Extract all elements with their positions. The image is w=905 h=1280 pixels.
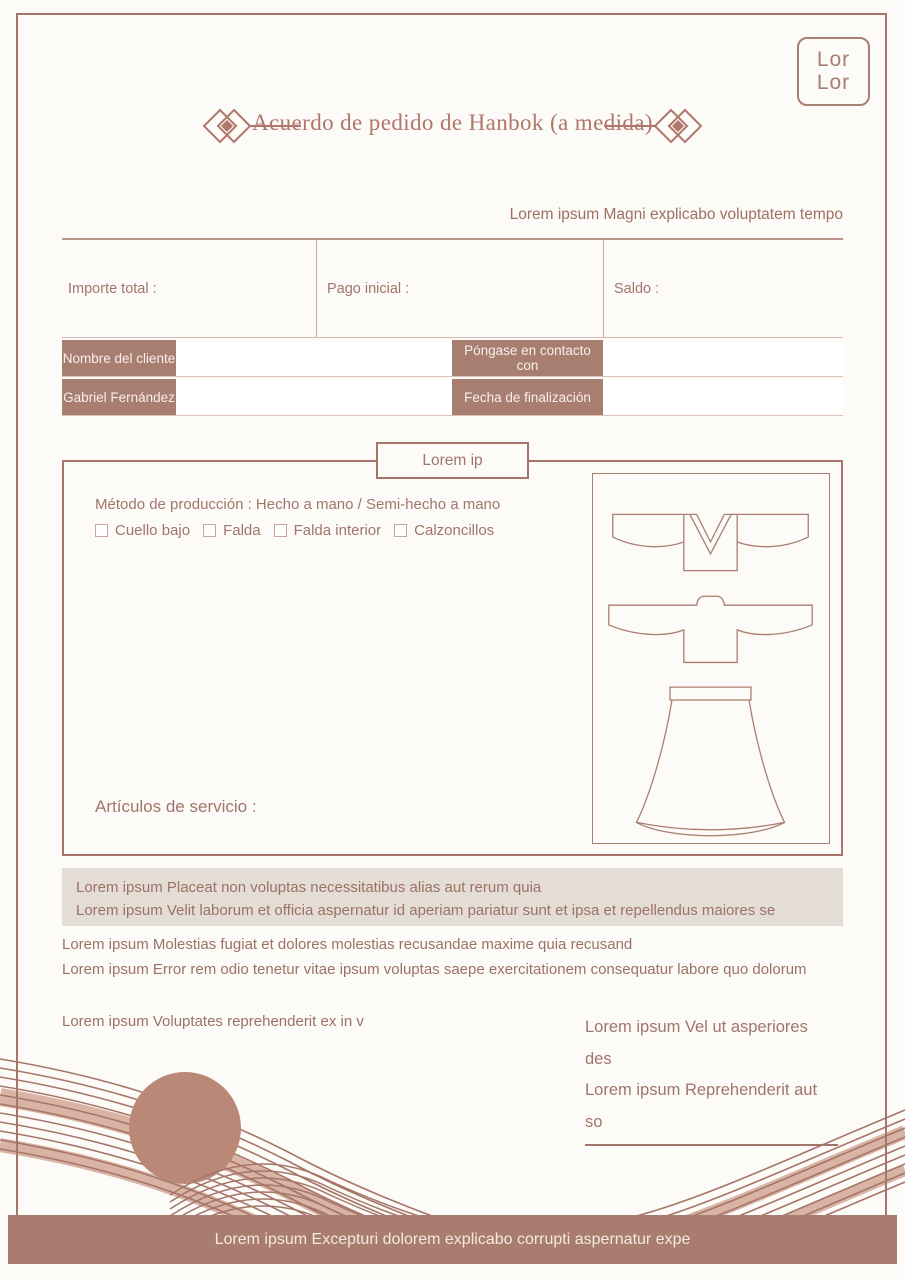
client-info-table xyxy=(62,340,843,418)
title-ornament-right-icon xyxy=(604,103,709,149)
completion-date-header-cell: Fecha de finalización xyxy=(452,379,603,415)
checkbox-label: Falda interior xyxy=(293,522,382,539)
checkbox-calzoncillos[interactable] xyxy=(394,522,494,539)
completion-date-input-cell[interactable] xyxy=(603,379,843,415)
table-row xyxy=(62,340,843,377)
jeogori-back-icon xyxy=(609,596,812,662)
client-name-header-cell: Nombre del cliente xyxy=(62,340,176,376)
terms-paragraph: Lorem ipsum Molestias fugiat et dolores molestias recusandae maxime quia recusand xyxy=(62,936,633,953)
payment-table xyxy=(62,238,843,338)
document-title: Acuerdo de pedido de Hanbok (a medida) xyxy=(252,110,653,135)
jeogori-front-icon xyxy=(613,514,809,570)
hanbok-garments-illustration xyxy=(593,474,828,842)
contact-input-cell[interactable] xyxy=(603,340,843,376)
checkbox-icon xyxy=(274,524,287,537)
signature-line-1: Lorem ipsum Vel ut asperiores des xyxy=(585,1018,808,1068)
balance-label: Saldo : xyxy=(614,280,660,297)
checkbox-icon xyxy=(95,524,108,537)
brand-logo-line1: Lor xyxy=(816,48,851,72)
client-name-value-cell: Gabriel Fernández xyxy=(62,379,176,415)
signature-block xyxy=(585,1012,838,1146)
balance-cell[interactable] xyxy=(603,240,843,337)
notes-line: Lorem ipsum Velit laborum et officia aspernatur id aperiam pariatur sunt et ipsa et repellendus maiores se xyxy=(76,902,776,920)
checkbox-label: Cuello bajo xyxy=(115,522,191,539)
contact-header-cell: Póngase en contacto con xyxy=(452,340,603,376)
client-name-input-cell[interactable] xyxy=(176,340,452,376)
chima-skirt-icon xyxy=(636,687,784,836)
garment-checkbox-row xyxy=(95,522,507,539)
signature-line-2: Lorem ipsum Reprehenderit aut so xyxy=(585,1081,818,1132)
checkbox-label: Falda xyxy=(223,522,261,539)
title-ornament-left-icon xyxy=(196,103,301,149)
total-amount-cell[interactable] xyxy=(62,240,316,337)
sun-icon xyxy=(129,1072,241,1184)
footer-bar xyxy=(8,1215,897,1264)
checkbox-icon xyxy=(203,524,216,537)
checkbox-falda-interior[interactable] xyxy=(274,522,382,539)
notes-line: Lorem ipsum Placeat non voluptas necessitatibus alias aut rerum quia xyxy=(76,879,542,896)
table-row xyxy=(62,379,843,416)
terms-paragraph: Lorem ipsum Error rem odio tenetur vitae ipsum voluptas saepe exercitationem consequatur labore quo dolorum xyxy=(62,961,807,978)
initial-payment-cell[interactable] xyxy=(316,240,603,337)
production-method-text: Método de producción : Hecho a mano / Semi-hecho a mano xyxy=(95,496,501,513)
order-box-title: Lorem ip xyxy=(376,442,529,479)
footer-text: Lorem ipsum Excepturi dolorem explicabo corrupti aspernatur expe xyxy=(214,1230,691,1248)
initial-payment-label: Pago inicial : xyxy=(327,280,410,297)
checkbox-label: Calzoncillos xyxy=(414,522,495,539)
brand-logo xyxy=(797,37,870,106)
total-amount-label: Importe total : xyxy=(68,280,157,297)
client-extra-input-cell[interactable] xyxy=(176,379,452,415)
hanbok-illustration-box xyxy=(592,473,830,844)
brand-logo-line2: Lor xyxy=(816,70,851,94)
notes-box xyxy=(62,868,843,926)
checkbox-cuello-bajo[interactable] xyxy=(95,522,190,539)
intro-note: Lorem ipsum Magni explicabo voluptatem tempo xyxy=(509,206,843,223)
terms-paragraph: Lorem ipsum Voluptates reprehenderit ex in v xyxy=(62,1013,364,1030)
checkbox-icon xyxy=(394,524,407,537)
checkbox-falda[interactable] xyxy=(203,522,261,539)
service-items-label: Artículos de servicio : xyxy=(95,797,257,816)
